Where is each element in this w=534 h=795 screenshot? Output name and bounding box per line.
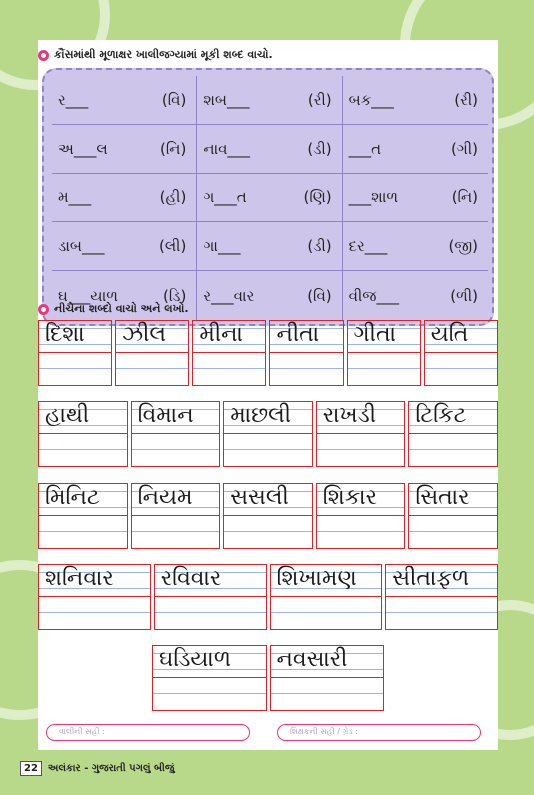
- practice-word: શનિવાર: [45, 566, 114, 591]
- blank-word: ર___વાર: [203, 286, 255, 305]
- writing-cell[interactable]: [270, 645, 385, 711]
- practice-word: મીના: [199, 322, 243, 347]
- fill-blanks-grid: [52, 76, 488, 320]
- blank-word: ___શાળ: [348, 188, 399, 207]
- writing-row: [38, 483, 498, 549]
- practice-word: નવસારી: [276, 647, 348, 672]
- writing-cell[interactable]: [269, 320, 343, 386]
- fill-blank-item[interactable]: [52, 174, 197, 223]
- blank-hint: (જી): [448, 237, 478, 256]
- blank-hint: (રી): [454, 90, 478, 109]
- practice-word: શિકાર: [322, 485, 378, 510]
- writing-cell[interactable]: [424, 320, 498, 386]
- practice-word: દિશા: [45, 322, 85, 347]
- practice-word: વિમાન: [137, 403, 194, 428]
- practice-word: સિતાર: [415, 485, 470, 510]
- writing-cell[interactable]: [223, 401, 313, 467]
- instruction-text: કૌંસમાંથી મૂળાક્ષર ખાલીજગ્યામાં મૂકી શબ્દ વાચો.: [54, 48, 273, 61]
- fill-blank-item[interactable]: [197, 76, 342, 125]
- bullet-icon: [38, 50, 49, 61]
- blank-word: ડાબ___: [58, 237, 105, 256]
- writing-cell[interactable]: [385, 564, 498, 630]
- page-number: 22: [20, 761, 42, 776]
- writing-cell[interactable]: [115, 320, 189, 386]
- fill-blanks-box: [42, 68, 494, 326]
- fill-blank-item[interactable]: [52, 222, 197, 271]
- fill-blank-item[interactable]: [52, 76, 197, 125]
- worksheet-page: [38, 40, 498, 750]
- writing-cell[interactable]: [316, 401, 406, 467]
- blank-hint: (નિ): [451, 188, 478, 207]
- practice-word: નીતા: [276, 322, 320, 347]
- writing-row: [152, 645, 384, 711]
- blank-hint: (વિ): [161, 90, 187, 109]
- practice-word: હાથી: [45, 403, 90, 428]
- writing-cell[interactable]: [192, 320, 266, 386]
- blank-word: ર___: [58, 90, 89, 109]
- parent-signature-field[interactable]: [46, 724, 250, 741]
- practice-word: યતિ: [430, 322, 469, 347]
- writing-cell[interactable]: [408, 401, 498, 467]
- writing-cell[interactable]: [152, 645, 267, 711]
- parent-signature-label: વાલીની સહી :: [59, 727, 105, 736]
- teacher-signature-label: શિક્ષકની સહી / ગ્રેડ :: [290, 727, 358, 736]
- blank-word: ઘ___યાળ: [58, 286, 118, 305]
- fill-blank-item[interactable]: [52, 125, 197, 174]
- fill-blank-item[interactable]: [343, 76, 488, 125]
- page-footer: [20, 761, 174, 776]
- writing-cell[interactable]: [38, 564, 151, 630]
- fill-blank-item[interactable]: [343, 271, 488, 320]
- book-title: અલંકાર - ગુજરાતી પગલું બીજું: [47, 763, 175, 774]
- writing-row: [38, 320, 498, 386]
- practice-word: રાખડી: [322, 403, 376, 428]
- practice-word: માછલી: [230, 403, 292, 428]
- blank-word: ગા___: [203, 237, 241, 256]
- writing-row: [38, 401, 498, 467]
- practice-word: નિયમ: [137, 485, 193, 510]
- practice-word: રવિવાર: [160, 566, 222, 591]
- practice-word: ટિકિટ: [415, 403, 467, 428]
- fill-blank-item[interactable]: [343, 174, 488, 223]
- blank-hint: (ડિ): [162, 286, 187, 305]
- writing-cell[interactable]: [270, 564, 383, 630]
- writing-cell[interactable]: [408, 483, 498, 549]
- writing-cell[interactable]: [347, 320, 421, 386]
- instruction-text: નીચેના શબ્દો વાચો અને લખો.: [54, 302, 189, 315]
- blank-word: દર___: [348, 237, 388, 256]
- blank-hint: (વિ): [307, 286, 332, 305]
- blank-hint: (ળી): [450, 286, 478, 305]
- blank-hint: (હી): [159, 188, 187, 207]
- practice-word: સીતાફળ: [392, 566, 470, 591]
- blank-hint: (ણિ): [303, 188, 332, 207]
- blank-word: શબ___: [203, 90, 250, 109]
- blank-word: મ___: [58, 188, 92, 207]
- practice-word: ઘડિયાળ: [159, 647, 231, 672]
- writing-cell[interactable]: [38, 483, 128, 549]
- teacher-signature-field[interactable]: [277, 724, 481, 741]
- fill-blank-item[interactable]: [343, 222, 488, 271]
- fill-blank-item[interactable]: [197, 125, 342, 174]
- instruction-read-write: [38, 302, 189, 316]
- blank-word: બક___: [348, 90, 394, 109]
- blank-word: અ___લ: [58, 139, 108, 158]
- blank-hint: (ગી): [451, 139, 478, 158]
- blank-word: ગ___ત: [203, 188, 247, 207]
- fill-blank-item[interactable]: [197, 222, 342, 271]
- blank-hint: (લી): [158, 237, 187, 256]
- instruction-fill-blanks: [38, 48, 273, 62]
- writing-cell[interactable]: [131, 401, 221, 467]
- fill-blank-item[interactable]: [343, 125, 488, 174]
- practice-word: ઝીલ: [122, 322, 167, 347]
- blank-word: ___ત: [348, 139, 382, 158]
- blank-hint: (નિ): [160, 139, 187, 158]
- fill-blank-item[interactable]: [197, 174, 342, 223]
- practice-word: શિખામણ: [276, 566, 357, 591]
- practice-word: સસલી: [230, 485, 289, 510]
- writing-cell[interactable]: [154, 564, 267, 630]
- writing-cell[interactable]: [38, 401, 128, 467]
- bullet-icon: [38, 304, 49, 315]
- practice-word: ગીતા: [353, 322, 396, 347]
- blank-word: નાવ___: [203, 139, 251, 158]
- writing-cell[interactable]: [223, 483, 313, 549]
- writing-cell[interactable]: [131, 483, 221, 549]
- writing-cell[interactable]: [38, 320, 112, 386]
- blank-word: વીજ___: [348, 286, 399, 305]
- blank-hint: (રી): [307, 90, 332, 109]
- practice-word: મિનિટ: [45, 485, 100, 510]
- writing-cell[interactable]: [316, 483, 406, 549]
- blank-hint: (ડી): [307, 237, 332, 256]
- fill-blank-item[interactable]: [197, 271, 342, 320]
- blank-hint: (ડી): [307, 139, 332, 158]
- writing-row: [38, 564, 498, 630]
